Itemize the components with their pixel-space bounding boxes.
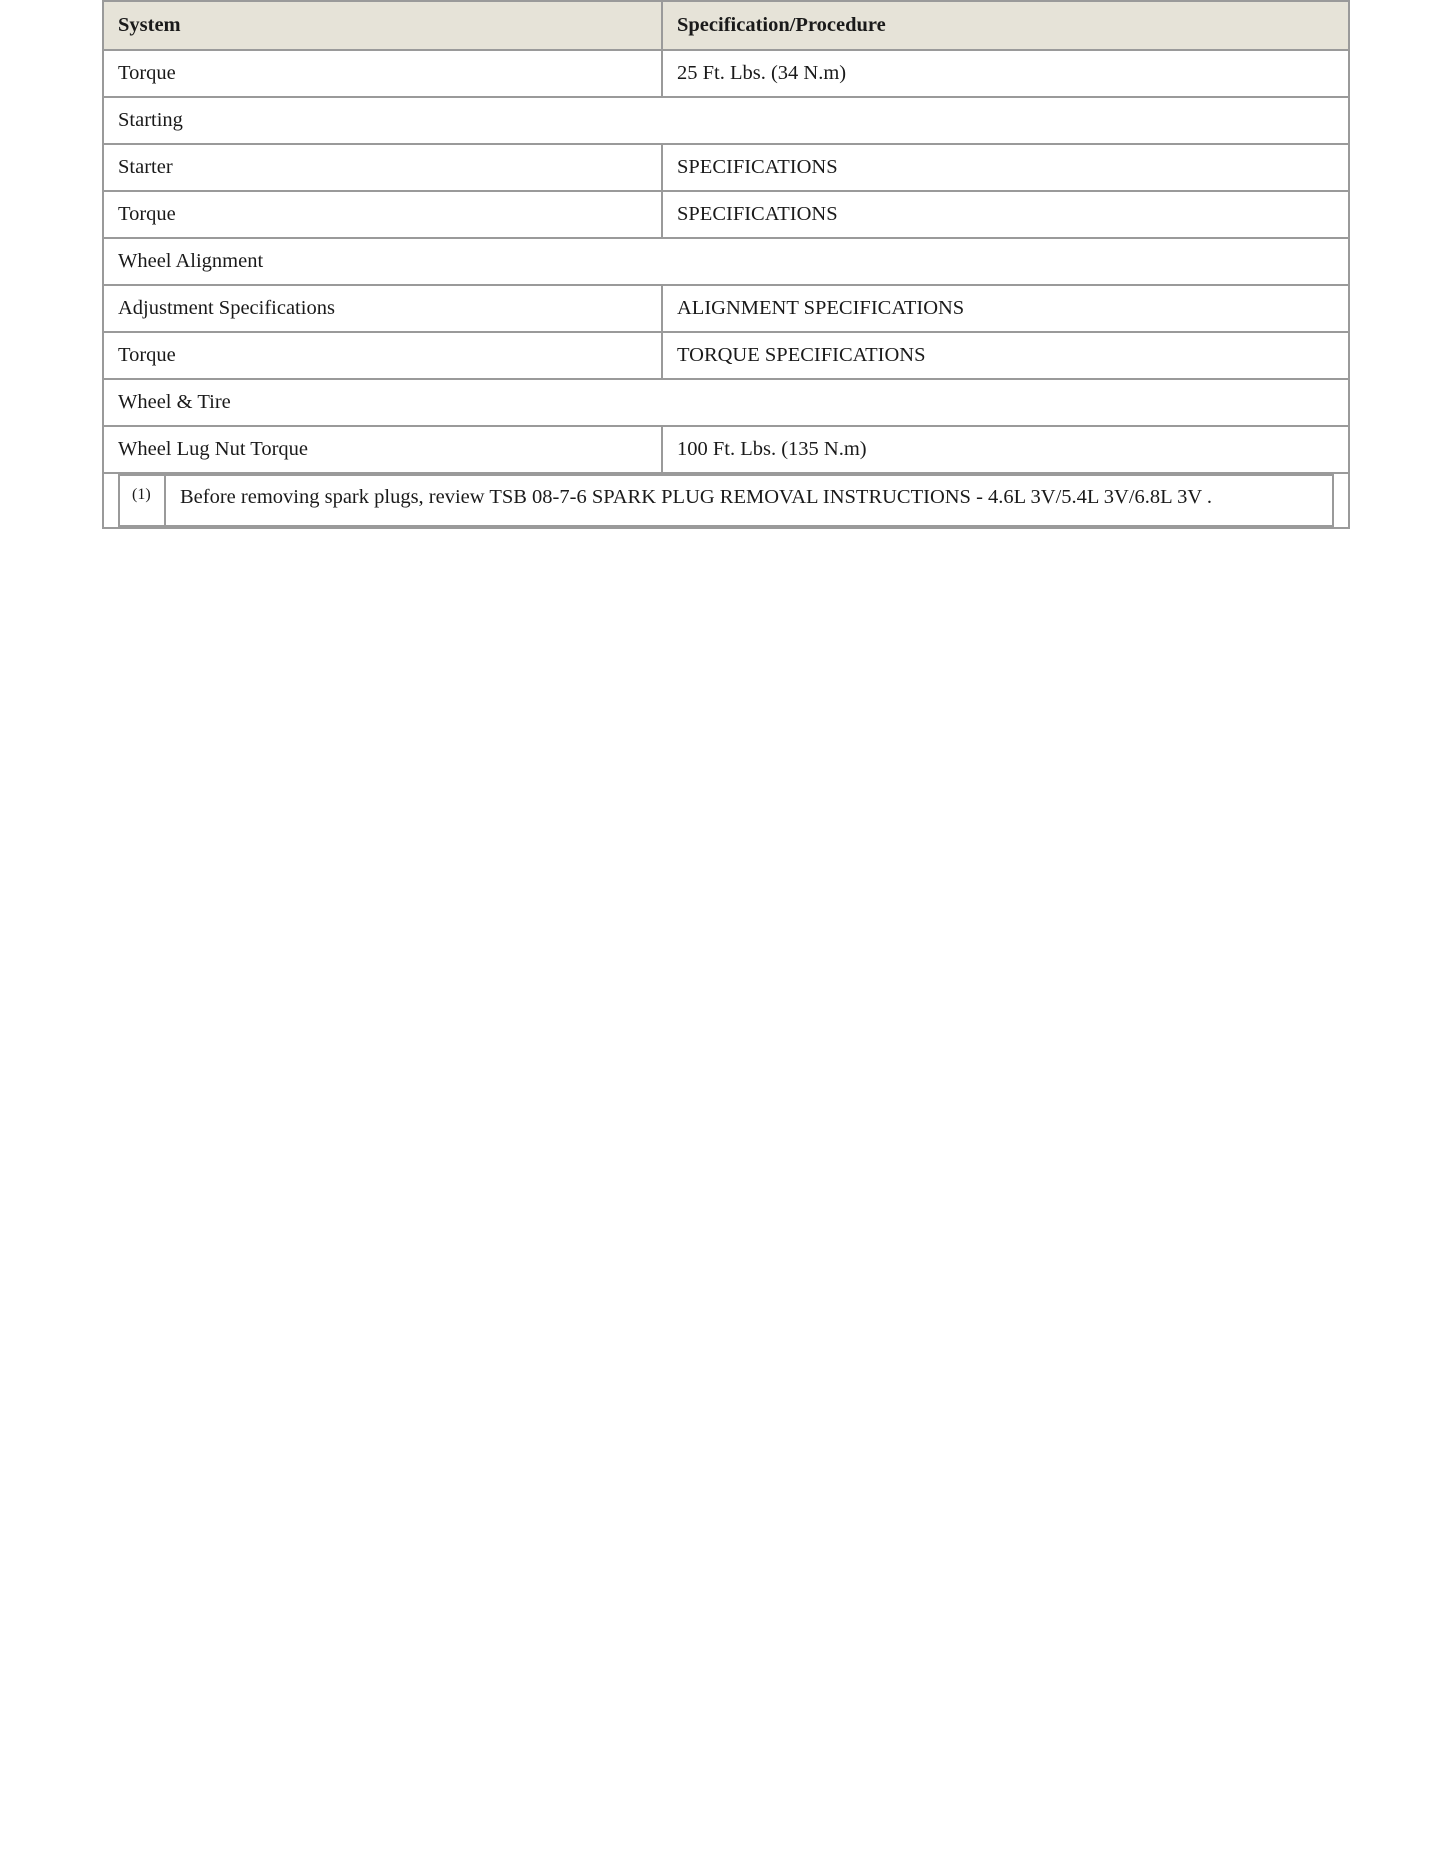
section-wheel-alignment: Wheel Alignment [103, 238, 1349, 285]
specifications-table [102, 0, 1350, 529]
section-starting: Starting [103, 97, 1349, 144]
spec-link[interactable]: TORQUE SPECIFICATIONS [662, 332, 1349, 379]
footnote-row [119, 475, 1333, 526]
section-row [103, 379, 1349, 426]
notes-row [103, 473, 1349, 528]
spec-cell: 25 Ft. Lbs. (34 N.m) [662, 50, 1349, 97]
notes-cell [103, 473, 1349, 528]
system-cell: Torque [103, 50, 662, 97]
table-row [103, 144, 1349, 191]
footnote-number: (1) [119, 475, 165, 526]
footnote-text: Before removing spark plugs, review TSB 08-7-6 SPARK PLUG REMOVAL INSTRUCTIONS - 4.6L 3V/5.4L 3V/6.8L 3V . [165, 475, 1333, 526]
table-row [103, 285, 1349, 332]
system-cell: Starter [103, 144, 662, 191]
spec-cell: 100 Ft. Lbs. (135 N.m) [662, 426, 1349, 473]
spec-link[interactable]: ALIGNMENT SPECIFICATIONS [662, 285, 1349, 332]
section-row [103, 97, 1349, 144]
table-row [103, 191, 1349, 238]
header-system: System [103, 1, 662, 50]
section-row [103, 238, 1349, 285]
spec-link[interactable]: SPECIFICATIONS [662, 191, 1349, 238]
system-cell: Torque [103, 191, 662, 238]
table-row [103, 426, 1349, 473]
system-cell: Wheel Lug Nut Torque [103, 426, 662, 473]
header-specification-procedure: Specification/Procedure [662, 1, 1349, 50]
system-cell: Adjustment Specifications [103, 285, 662, 332]
table-row [103, 50, 1349, 97]
table-row [103, 332, 1349, 379]
system-cell: Torque [103, 332, 662, 379]
spec-link[interactable]: SPECIFICATIONS [662, 144, 1349, 191]
section-wheel-tire: Wheel & Tire [103, 379, 1349, 426]
footnotes-table [118, 474, 1334, 527]
table-header-row [103, 1, 1349, 50]
